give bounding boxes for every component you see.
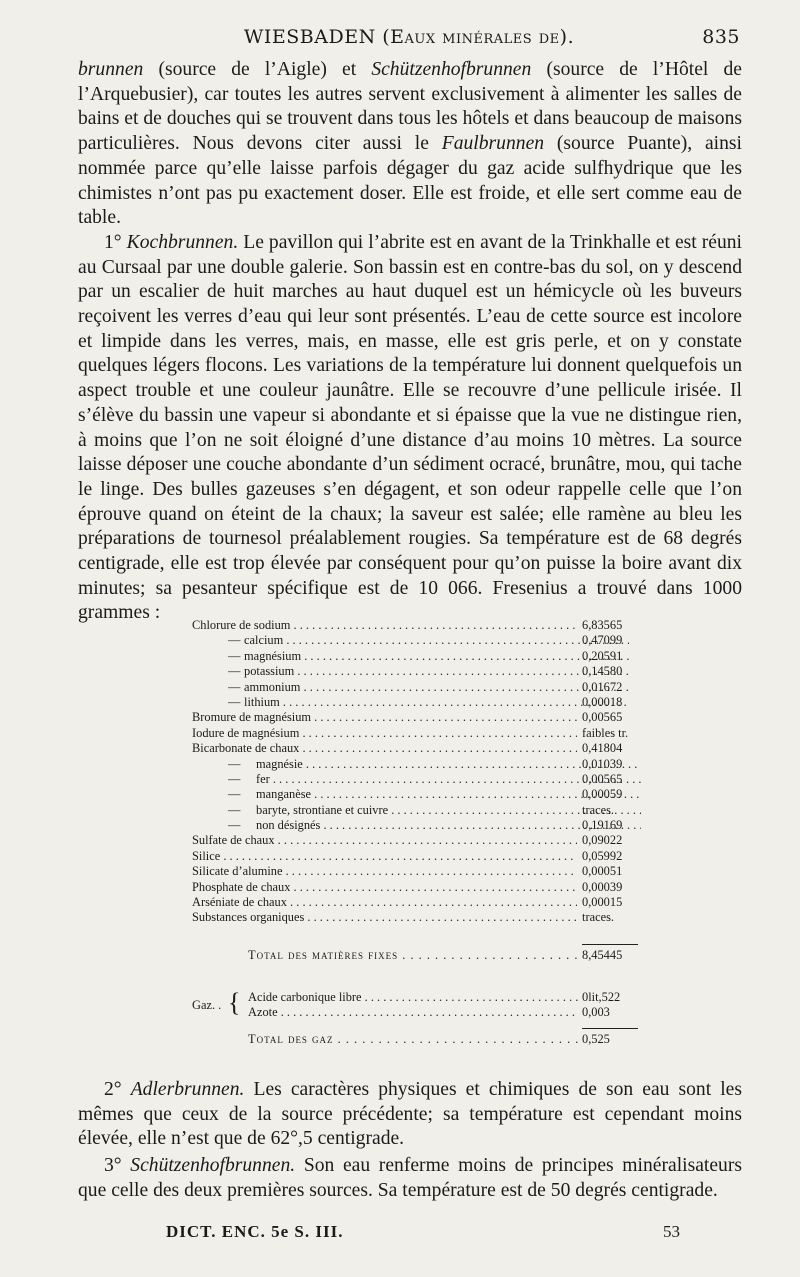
- table-row-label: Bromure de magnésium . . .: [192, 710, 577, 725]
- table-row-label: magnésium . . .: [192, 649, 629, 664]
- table-row: [192, 741, 638, 756]
- total-fixed-row: [248, 948, 638, 963]
- table-row: [192, 695, 638, 710]
- table-row-value: 0,41804: [582, 741, 623, 756]
- table-row-label: Iodure de magnésium . . .: [192, 726, 577, 741]
- table-row: [192, 864, 638, 879]
- table-row: [192, 633, 638, 648]
- table-row: [192, 772, 638, 787]
- total-gaz-row: [248, 1032, 638, 1047]
- table-row: [192, 818, 638, 833]
- table-row-value: 0,14580: [582, 664, 623, 679]
- gaz-row: [248, 1005, 638, 1020]
- table-row: [192, 803, 638, 818]
- table-row-label: lithium . . .: [192, 695, 629, 710]
- footer-signature: DICT. ENC. 5e S. III.: [166, 1222, 344, 1241]
- intro-paragraph: [78, 58, 742, 231]
- table-row: [192, 880, 638, 895]
- running-header: [78, 26, 740, 52]
- adlerbrunnen-num: 2°: [104, 1079, 131, 1100]
- table-row-label: non désignés . . .: [192, 818, 641, 833]
- table-row-value: 0,00039: [582, 879, 623, 894]
- table-row-label: Silicate d’alumine . . .: [192, 864, 577, 879]
- table-row-value: 0,00059: [582, 787, 623, 802]
- later-paragraphs: [78, 1078, 742, 1206]
- table-row-value: 0,00051: [582, 864, 623, 879]
- header-title: [78, 26, 740, 48]
- page-footer: [166, 1222, 680, 1246]
- main-text: [78, 58, 742, 626]
- ditto-dash: —: [228, 633, 241, 648]
- total-fixed-value: 8,45445: [582, 948, 623, 962]
- table-row-value: faibles tr.: [582, 725, 629, 740]
- adlerbrunnen-text: Les caractères physiques et chimiques de son eau sont les mêmes que ceux de la source précédente; sa température est cependant moins élevée, elle n’est que de 62°,5 centigrade.: [78, 1079, 743, 1150]
- ditto-dash: —: [228, 694, 241, 709]
- analysis-table: [192, 618, 638, 1046]
- table-row: [192, 649, 638, 664]
- ditto-dash: —: [228, 756, 241, 771]
- gaz-row-value: 0,003: [582, 1005, 610, 1020]
- table-row-value: 0,00018: [582, 694, 623, 709]
- schutzenhof-num: 3°: [104, 1155, 131, 1177]
- kochbrunnen-num: 1°: [104, 231, 127, 253]
- schutzenhof-name: Schützenhofbrunnen.: [130, 1155, 296, 1177]
- table-row: [192, 910, 638, 925]
- total-gaz-value: 0,525: [582, 1032, 610, 1046]
- schutzenhof-text: Son eau renferme moins de principes minéralisateurs que celle des deux premières sources. Sa température est de 50 degrés centigrade.: [78, 1155, 742, 1201]
- table-row-value: 0,01672: [582, 679, 623, 694]
- table-row-value: 0,00565: [582, 710, 623, 725]
- table-row-value: 0,47099: [582, 633, 623, 648]
- table-row: [192, 849, 638, 864]
- ditto-dash: —: [228, 664, 241, 679]
- kochbrunnen-paragraph: [78, 231, 742, 626]
- adlerbrunnen-paragraph: [78, 1078, 742, 1152]
- table-row-label: baryte, strontiane et cuivre . . .: [192, 803, 641, 818]
- table-row: [192, 664, 638, 679]
- table-row-value: 0,05992: [582, 848, 623, 863]
- intro-em-2: Schützenhofbrunnen: [371, 59, 532, 80]
- table-row-label: manganèse . . .: [192, 787, 641, 802]
- schutzenhof-paragraph: [78, 1154, 742, 1203]
- table-row: [192, 710, 638, 725]
- gaz-brace: {: [228, 988, 241, 1017]
- table-row-value: 0,20591: [582, 648, 623, 663]
- table-row-value: 0,19169: [582, 818, 623, 833]
- table-row-value: 6,83565: [582, 618, 623, 632]
- table-row-value: 0,01039: [582, 756, 623, 771]
- total-rule: [582, 944, 638, 945]
- gaz-row: [248, 990, 638, 1005]
- gaz-rule: [582, 1028, 638, 1029]
- table-row-label: Arséniate de chaux . . .: [192, 895, 577, 910]
- ditto-dash: —: [228, 771, 241, 786]
- table-row-label: magnésie . . .: [192, 757, 641, 772]
- table-row-label: Chlorure de sodium . . .: [192, 618, 577, 633]
- page-number: 835: [702, 26, 740, 48]
- header-title-main: WIESBADEN: [243, 26, 376, 48]
- table-row: [192, 680, 638, 695]
- total-fixed-label: Total des matières fixes . . .: [248, 948, 578, 963]
- table-row: [192, 618, 638, 633]
- table-row-label: Silice . . .: [192, 849, 577, 864]
- table-row-label: Bicarbonate de chaux . . .: [192, 741, 577, 756]
- gaz-rows: [248, 990, 638, 1021]
- intro-text-1: (source de l’Aigle) et: [143, 59, 372, 80]
- table-rows: [192, 618, 638, 926]
- table-row-label: Substances organiques . . .: [192, 910, 577, 925]
- table-row: [192, 833, 638, 848]
- header-title-sub: (Eaux minérales de).: [382, 26, 575, 48]
- kochbrunnen-text: Le pavillon qui l’abrite est en avant de la Trinkhalle et est réuni au Cursaal par une double galerie. Son bassin est en contre-bas du sol, on y descend par un escalier de huit marches au haut duquel est un hémicycle où les buveurs reçoivent les verres d’eau qui leur sont présentés. L’eau de cette source est incolore et limpide dans les verres, mais, en masse, elle est gris perle, et on y constate quelques légers flocons. Les variations de la température lui donnent quelquefois un aspect trouble et une couleur jaunâtre. Elle se recouvre d’une pellicule irisée. Il s’élève du bassin une vapeur si abondante et si épaisse que la vue ne distingue rien, à moins que l’on ne soit éloigné d’une distance d’au moins 10 mètres. La source laisse déposer une couche abondante d’un sédiment ocracé, brunâtre, mou, qui tache le linge. Des bulles gazeuses s’en dégagent, et son odeur rappelle celle que l’on éprouve quand on éteint de la chaux; la saveur est salée; elle ramène au bleu les préparations de tournesol préalablement rougies. Sa température est de 68 degrés centigrade, elle est trop élevée par conséquent pour qu’on puisse la boire avant dix minutes; sa pesanteur spécifique est de 10 066. Fresenius a trouvé dans 1000 grammes :: [78, 231, 742, 624]
- table-row-value: traces.: [582, 802, 614, 817]
- total-gaz-label: Total des gaz . . .: [248, 1032, 578, 1047]
- table-row: [192, 895, 638, 910]
- table-row-label: fer . . .: [192, 772, 641, 787]
- intro-text-2: (source de l’Hôtel de l’Arquebusier), car toutes les autres servent exclusivement à alimenter les salles de bains et de douches qui se trouvent dans tous les hôtels et dans beaucoup de maisons particulières. Nous devons citer aussi le: [78, 59, 742, 155]
- intro-em-1: brunnen: [78, 59, 144, 80]
- table-row-label: Phosphate de chaux . . .: [192, 880, 577, 895]
- table-row-label: ammonium . . .: [192, 680, 629, 695]
- kochbrunnen-name: Kochbrunnen.: [126, 231, 239, 253]
- ditto-dash: —: [228, 648, 241, 663]
- intro-em-3: Faulbrunnen: [441, 133, 545, 155]
- gaz-row-value: 0lit,522: [582, 990, 621, 1004]
- table-row-label: potassium . . .: [192, 664, 629, 679]
- table-row-value: 0,00015: [582, 895, 623, 910]
- table-row-label: Sulfate de chaux . . .: [192, 833, 577, 848]
- ditto-dash: —: [228, 818, 241, 833]
- table-row: [192, 787, 638, 802]
- adlerbrunnen-name: Adlerbrunnen.: [130, 1079, 245, 1100]
- intro-text-3: (source Puante), ainsi nommée parce qu’elle laisse parfois dégager du gaz acide sulfhydrique que les chimistes n’ont pas pu exactement doser. Elle est froide, et elle sert comme eau de table.: [78, 133, 742, 229]
- table-row: [192, 757, 638, 772]
- footer-number: 53: [663, 1222, 680, 1241]
- table-row-value: traces.: [582, 910, 614, 925]
- gaz-row-label: Azote . . .: [248, 1005, 578, 1020]
- table-row-label: calcium . . .: [192, 633, 629, 648]
- ditto-dash: —: [228, 679, 241, 694]
- ditto-dash: —: [228, 787, 241, 802]
- table-row-value: 0,09022: [582, 833, 623, 848]
- table-row-value: 0,00565: [582, 771, 623, 786]
- gaz-label: Gaz. .: [192, 998, 222, 1012]
- table-row: [192, 726, 638, 741]
- gaz-row-label: Acide carbonique libre . . .: [248, 990, 578, 1005]
- ditto-dash: —: [228, 802, 241, 817]
